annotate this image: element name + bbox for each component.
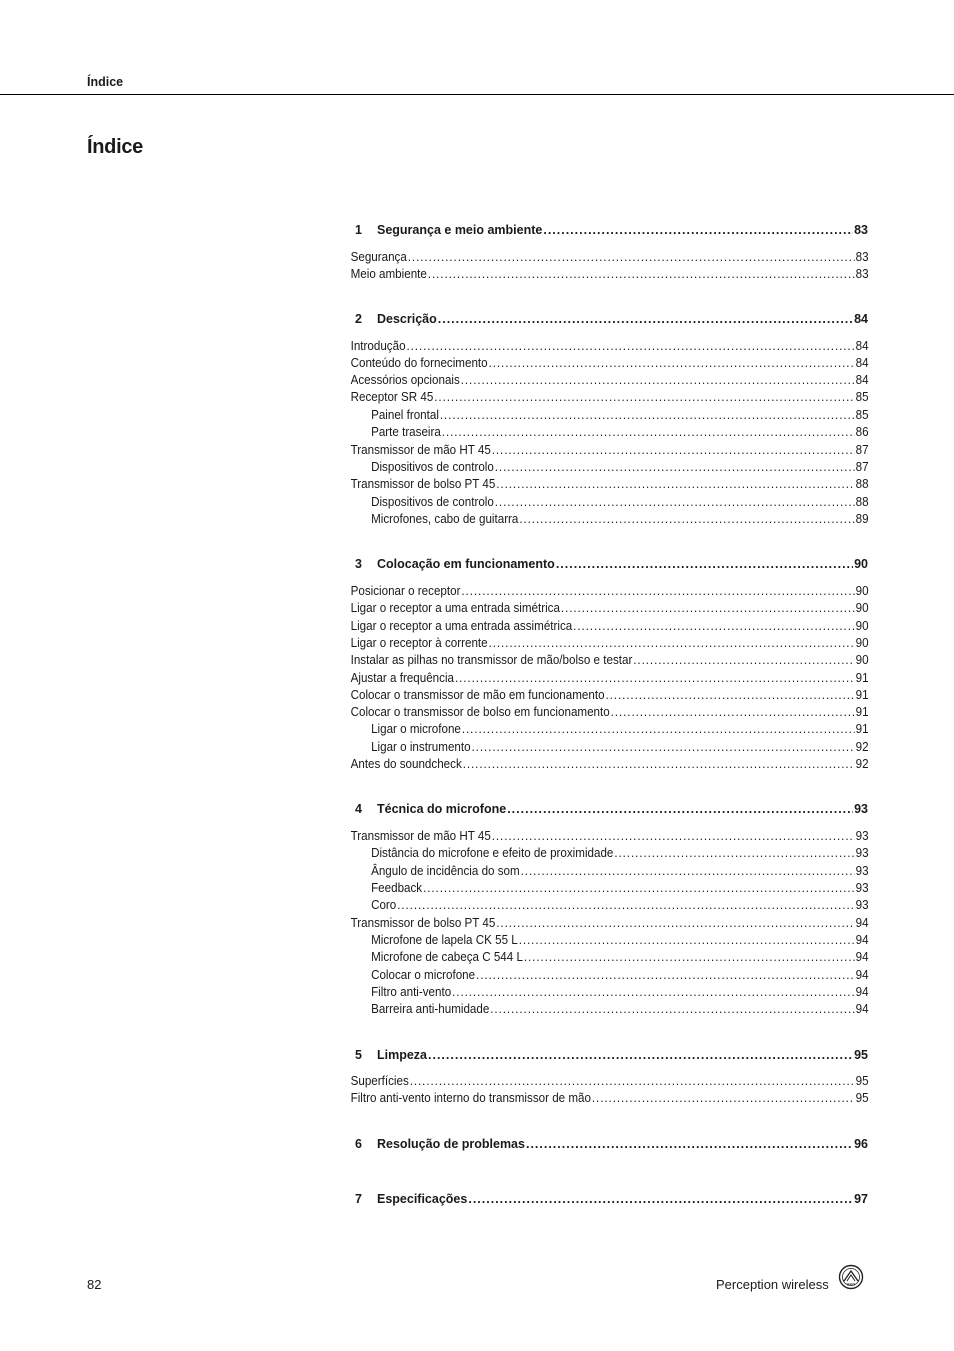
toc-page-number: 95	[855, 1074, 869, 1088]
toc-entry-label: Instalar as pilhas no transmissor de mão/bolso e testar	[350, 653, 633, 667]
toc-chapter-number: 5	[355, 1048, 362, 1062]
header-rule	[0, 94, 954, 95]
toc-entry[interactable]	[0, 355, 887, 371]
toc-leader-dots	[438, 311, 853, 327]
toc-page-number: 94	[855, 916, 869, 930]
toc-chapter-number: 3	[355, 557, 362, 571]
toc-entry-label: Dispositivos de controlo	[371, 460, 494, 474]
page-title: Índice	[87, 136, 143, 158]
toc-page-number: 83	[854, 223, 868, 237]
toc-entry-label: Distância do microfone e efeito de proximidade	[371, 846, 614, 860]
toc-page-number: 84	[855, 373, 869, 387]
toc-page-number: 94	[855, 933, 869, 947]
toc-chapter-number: 1	[355, 223, 362, 237]
toc-chapter-entry[interactable]	[0, 801, 954, 817]
toc-page-number: 93	[855, 864, 869, 878]
toc-page-number: 89	[855, 512, 869, 526]
toc-leader-dots	[442, 424, 855, 440]
toc-entry-label: Transmissor de bolso PT 45	[350, 916, 496, 930]
toc-entry[interactable]	[0, 670, 887, 686]
toc-entry[interactable]	[0, 266, 887, 282]
toc-entry[interactable]	[0, 739, 887, 755]
toc-entry[interactable]	[0, 687, 887, 703]
running-header: Índice	[87, 75, 124, 89]
toc-entry-label: Feedback	[371, 881, 423, 895]
toc-entry[interactable]	[0, 845, 887, 861]
toc-page-number: 94	[855, 950, 869, 964]
toc-entry[interactable]	[0, 932, 887, 948]
toc-entry[interactable]	[0, 1073, 887, 1089]
toc-entry[interactable]	[0, 704, 887, 720]
toc-entry-label: Ligar o microfone	[371, 722, 461, 736]
toc-entry-label: Microfone de lapela CK 55 L	[371, 933, 518, 947]
toc-leader-dots	[526, 1136, 853, 1152]
toc-page-number: 95	[854, 1048, 868, 1062]
toc-entry-label: Colocar o transmissor de bolso em funcionamento	[350, 705, 610, 719]
toc-leader-dots	[507, 801, 853, 817]
akg-logo-icon	[838, 1264, 864, 1290]
toc-entry-label: Coro	[371, 898, 397, 912]
toc-page-number: 84	[855, 339, 869, 353]
toc-entry-label: Dispositivos de controlo	[371, 495, 494, 509]
toc-entry[interactable]	[0, 407, 887, 423]
toc-entry-label: Colocar o transmissor de mão em funcionamento	[350, 688, 605, 702]
toc-leader-dots	[410, 1073, 855, 1089]
toc-entry-label: Conteúdo do fornecimento	[350, 356, 488, 370]
toc-chapter-number: 7	[355, 1192, 362, 1206]
toc-page-number: 90	[855, 653, 869, 667]
toc-entry-label: Parte traseira	[371, 425, 441, 439]
toc-page-number: 85	[855, 408, 869, 422]
toc-page-number: 84	[854, 312, 868, 326]
toc-entry[interactable]	[0, 897, 887, 913]
toc-entry-label: Meio ambiente	[350, 267, 427, 281]
toc-leader-dots	[428, 1047, 853, 1063]
toc-entry[interactable]	[0, 863, 887, 879]
toc-leader-dots	[468, 1191, 853, 1207]
toc-entry[interactable]	[0, 249, 887, 265]
toc-entry[interactable]	[0, 424, 887, 440]
toc-page-number: 91	[855, 722, 869, 736]
toc-leader-dots	[462, 721, 855, 737]
toc-entry-label: Especificações	[377, 1192, 468, 1206]
toc-leader-dots	[397, 897, 855, 913]
toc-entry[interactable]	[0, 828, 887, 844]
toc-chapter-entry[interactable]	[0, 1047, 954, 1063]
toc-entry[interactable]	[0, 880, 887, 896]
toc-leader-dots	[406, 338, 854, 354]
toc-entry-label: Filtro anti-vento	[371, 985, 452, 999]
toc-entry[interactable]	[0, 618, 887, 634]
toc-page-number: 93	[854, 802, 868, 816]
toc-page-number: 94	[855, 1002, 869, 1016]
toc-entry-label: Ligar o instrumento	[371, 740, 471, 754]
toc-entry-label: Limpeza	[377, 1048, 428, 1062]
svg-text:AKG: AKG	[846, 1282, 856, 1287]
toc-chapter-entry[interactable]	[0, 222, 954, 238]
toc-page-number: 83	[855, 267, 869, 281]
toc-entry-label: Colocação em funcionamento	[377, 557, 555, 571]
toc-page-number: 90	[855, 636, 869, 650]
toc-leader-dots	[605, 687, 854, 703]
toc-entry[interactable]	[0, 984, 887, 1000]
toc-entry-label: Técnica do microfone	[377, 802, 507, 816]
toc-entry[interactable]	[0, 600, 887, 616]
toc-leader-dots	[496, 915, 854, 931]
toc-page-number: 91	[855, 688, 869, 702]
toc-leader-dots	[492, 442, 855, 458]
toc-leader-dots	[573, 618, 855, 634]
toc-entry[interactable]	[0, 949, 887, 965]
toc-page-number: 86	[855, 425, 869, 439]
toc-page-number: 96	[854, 1137, 868, 1151]
toc-chapter-entry[interactable]	[0, 311, 954, 327]
toc-entry[interactable]	[0, 1001, 887, 1017]
toc-entry-label: Segurança	[350, 250, 407, 264]
toc-leader-dots	[561, 600, 855, 616]
toc-entry-label: Microfone de cabeça C 544 L	[371, 950, 523, 964]
toc-chapter-entry[interactable]	[0, 556, 954, 572]
toc-leader-dots	[496, 476, 854, 492]
toc-leader-dots	[472, 739, 855, 755]
toc-chapter-entry[interactable]	[0, 1191, 954, 1207]
toc-chapter-entry[interactable]	[0, 1136, 954, 1152]
toc-entry[interactable]	[0, 511, 887, 527]
toc-entry[interactable]	[0, 459, 887, 475]
toc-page-number: 84	[855, 356, 869, 370]
toc-leader-dots	[461, 583, 854, 599]
toc-entry-label: Posicionar o receptor	[350, 584, 461, 598]
toc-page-number: 97	[854, 1192, 868, 1206]
toc-page-number: 90	[854, 557, 868, 571]
toc-entry[interactable]	[0, 338, 887, 354]
toc-leader-dots	[476, 967, 855, 983]
toc-leader-dots	[521, 863, 855, 879]
toc-page-number: 92	[855, 740, 869, 754]
toc-page-number: 90	[855, 619, 869, 633]
toc-page-number: 85	[855, 390, 869, 404]
toc-page-number: 91	[855, 705, 869, 719]
toc-leader-dots	[440, 407, 855, 423]
toc-leader-dots	[556, 556, 853, 572]
toc-leader-dots	[519, 511, 854, 527]
toc-chapter-number: 6	[355, 1137, 362, 1151]
toc-entry-label: Superfícies	[350, 1074, 409, 1088]
toc-leader-dots	[408, 249, 855, 265]
toc-entry[interactable]	[0, 756, 887, 772]
toc-entry-label: Ligar o receptor a uma entrada assimétrica	[350, 619, 573, 633]
toc-page-number: 94	[855, 968, 869, 982]
toc-entry-label: Segurança e meio ambiente	[377, 223, 543, 237]
toc-page-number: 83	[855, 250, 869, 264]
toc-entry[interactable]	[0, 372, 887, 388]
toc-leader-dots	[489, 635, 855, 651]
toc-entry-label: Microfones, cabo de guitarra	[371, 512, 519, 526]
toc-entry[interactable]	[0, 494, 887, 510]
toc-leader-dots	[633, 652, 854, 668]
toc-page-number: 90	[855, 601, 869, 615]
toc-leader-dots	[524, 949, 855, 965]
toc-leader-dots	[455, 670, 855, 686]
toc-page-number: 93	[855, 881, 869, 895]
toc-leader-dots	[490, 1001, 855, 1017]
toc-leader-dots	[489, 355, 855, 371]
toc-leader-dots	[463, 756, 855, 772]
toc-leader-dots	[543, 222, 853, 238]
toc-entry-label: Colocar o microfone	[371, 968, 476, 982]
toc-entry[interactable]	[0, 915, 887, 931]
toc-page-number: 94	[855, 985, 869, 999]
toc-entry-label: Transmissor de mão HT 45	[350, 443, 491, 457]
toc-entry-label: Descrição	[377, 312, 437, 326]
toc-leader-dots	[614, 845, 854, 861]
toc-entry[interactable]	[0, 652, 887, 668]
toc-page-number: 95	[855, 1091, 869, 1105]
toc-entry[interactable]	[0, 442, 887, 458]
toc-entry[interactable]	[0, 1090, 887, 1106]
toc-page-number: 88	[855, 495, 869, 509]
toc-entry-label: Transmissor de bolso PT 45	[350, 477, 496, 491]
toc-leader-dots	[434, 389, 855, 405]
toc-leader-dots	[461, 372, 855, 388]
footer-product-name: Perception wireless	[716, 1277, 829, 1292]
toc-entry[interactable]	[0, 583, 887, 599]
toc-entry-label: Ajustar a frequência	[350, 671, 455, 685]
toc-entry-label: Receptor SR 45	[350, 390, 434, 404]
toc-leader-dots	[492, 828, 855, 844]
toc-entry-label: Resolução de problemas	[377, 1137, 525, 1151]
toc-page-number: 87	[855, 443, 869, 457]
toc-leader-dots	[495, 459, 855, 475]
toc-leader-dots	[519, 932, 855, 948]
toc-entry[interactable]	[0, 967, 887, 983]
toc-entry-label: Ligar o receptor a uma entrada simétrica	[350, 601, 560, 615]
toc-entry[interactable]	[0, 389, 887, 405]
toc-entry-label: Acessórios opcionais	[350, 373, 460, 387]
toc-page-number: 93	[855, 846, 869, 860]
toc-page-number: 93	[855, 898, 869, 912]
toc-entry-label: Ligar o receptor à corrente	[350, 636, 488, 650]
toc-page-number: 90	[855, 584, 869, 598]
toc-leader-dots	[423, 880, 855, 896]
toc-entry[interactable]	[0, 476, 887, 492]
toc-page-number: 93	[855, 829, 869, 843]
toc-entry-label: Painel frontal	[371, 408, 439, 422]
toc-leader-dots	[428, 266, 855, 282]
toc-leader-dots	[452, 984, 855, 1000]
toc-chapter-number: 4	[355, 802, 362, 816]
toc-entry-label: Ângulo de incidência do som	[371, 864, 520, 878]
toc-page-number: 88	[855, 477, 869, 491]
toc-entry-label: Antes do soundcheck	[350, 757, 462, 771]
page-number: 82	[87, 1277, 102, 1292]
toc-entry-label: Introdução	[350, 339, 406, 353]
toc-chapter-number: 2	[355, 312, 362, 326]
toc-page-number: 91	[855, 671, 869, 685]
toc-entry-label: Transmissor de mão HT 45	[350, 829, 491, 843]
toc-entry-label: Filtro anti-vento interno do transmissor de mão	[350, 1091, 591, 1105]
toc-leader-dots	[592, 1090, 855, 1106]
toc-entry[interactable]	[0, 635, 887, 651]
toc-leader-dots	[495, 494, 855, 510]
toc-leader-dots	[611, 704, 855, 720]
toc-page-number: 87	[855, 460, 869, 474]
toc-entry[interactable]	[0, 721, 887, 737]
toc-page-number: 92	[855, 757, 869, 771]
toc-entry-label: Barreira anti-humidade	[371, 1002, 490, 1016]
